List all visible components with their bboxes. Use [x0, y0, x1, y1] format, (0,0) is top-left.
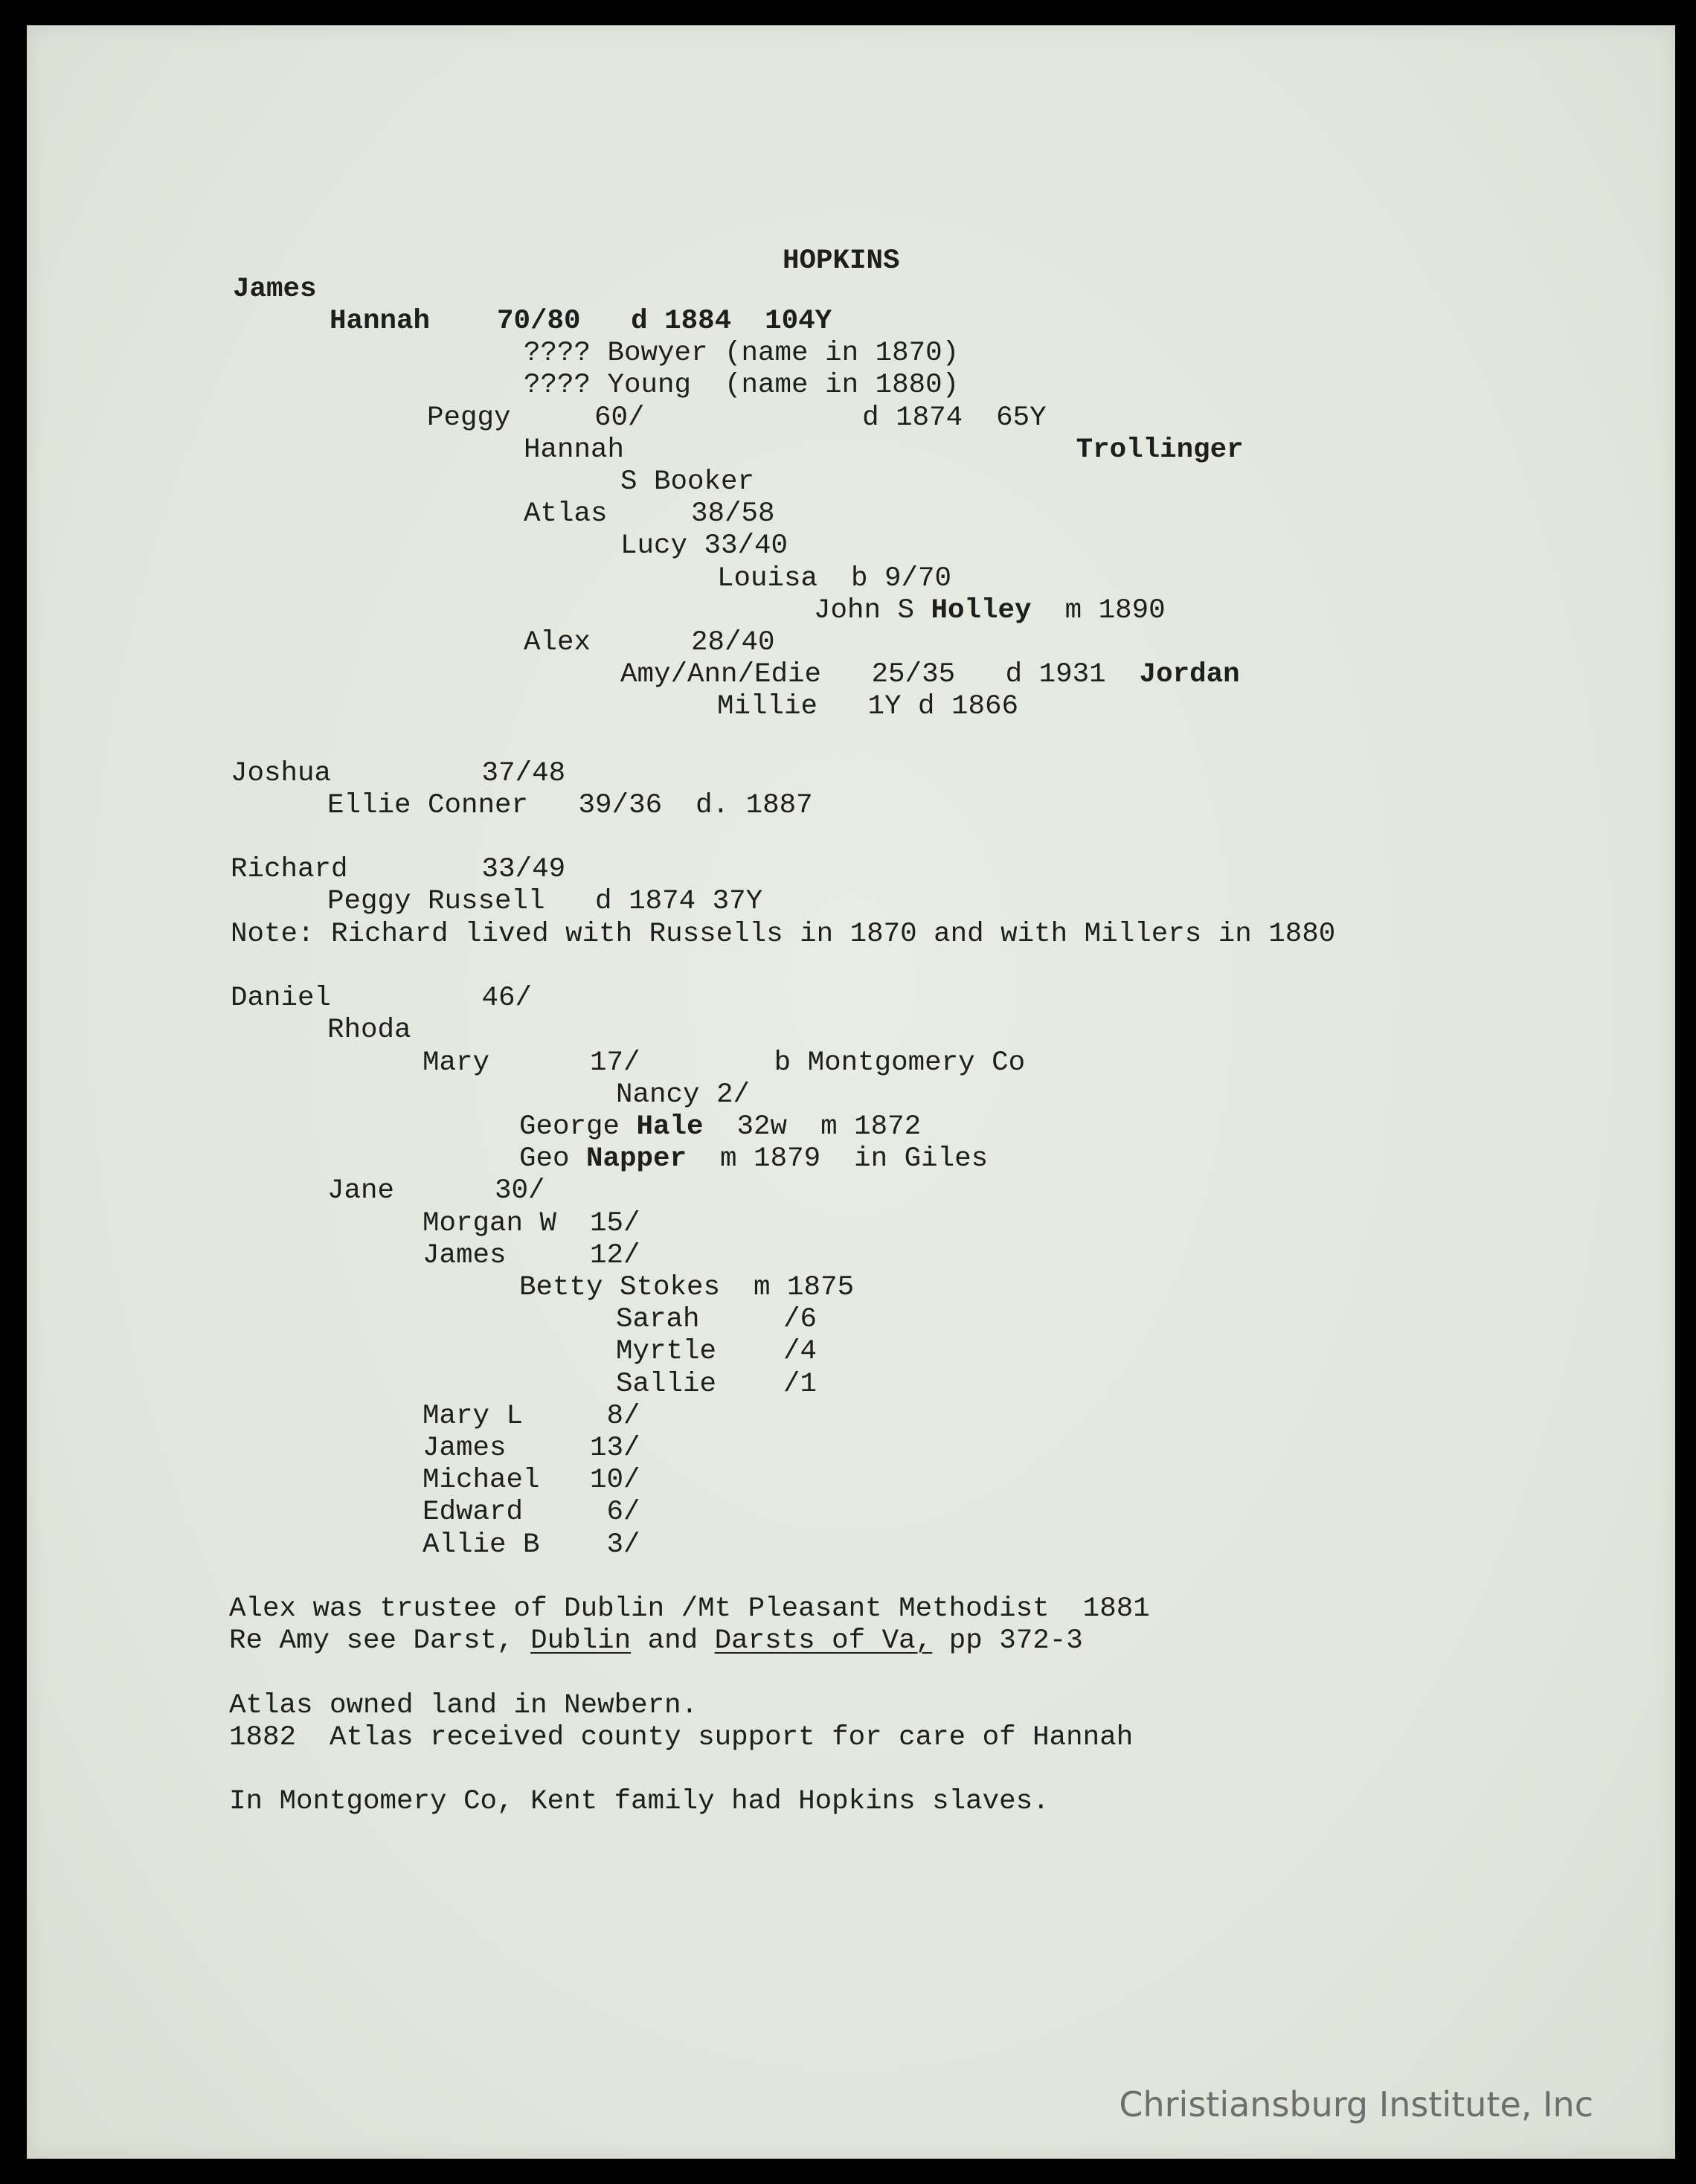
text-line [423, 1047, 1025, 1079]
text-line [519, 1143, 988, 1175]
text-segment: James [233, 274, 317, 305]
text-line [229, 1593, 1150, 1625]
text-line [229, 1625, 1083, 1657]
text-line [231, 983, 532, 1015]
text-line [423, 1465, 640, 1497]
text-segment: In Montgomery Co, Kent family had Hopkins slaves. [229, 1786, 1050, 1817]
text-segment: 32w m 1872 [703, 1111, 922, 1143]
text-segment: Ellie Conner 39/36 d. 1887 [327, 790, 813, 821]
text-segment: Allie B 3/ [423, 1529, 640, 1561]
text-line [616, 1336, 817, 1368]
text-segment: and [631, 1625, 715, 1657]
text-line [616, 1079, 750, 1111]
text-line [231, 758, 565, 790]
text-line [524, 627, 775, 659]
text-segment: S Booker [620, 466, 755, 498]
text-segment: Betty Stokes m 1875 [519, 1272, 855, 1303]
text-line [519, 1111, 921, 1143]
text-segment: Hale [636, 1111, 704, 1143]
text-line [233, 274, 317, 306]
text-segment: Millie 1Y d 1866 [717, 691, 1019, 722]
text-segment: John S [814, 595, 931, 626]
text-line [620, 530, 788, 562]
text-segment: pp 372-3 [932, 1625, 1083, 1657]
text-line [616, 1369, 817, 1401]
text-segment: m 1879 in Giles [687, 1143, 989, 1175]
text-segment: Holley [931, 595, 1032, 626]
text-line [229, 1690, 698, 1722]
text-line [524, 498, 775, 530]
text-segment: Joshua 37/48 [231, 758, 566, 789]
text-segment: Napper [586, 1143, 687, 1175]
text-line [427, 402, 1047, 434]
text-segment: Dublin [530, 1625, 632, 1657]
text-line [524, 338, 959, 370]
text-segment: Jordan [1139, 659, 1240, 690]
text-segment: Atlas owned land in Newbern. [229, 1690, 698, 1721]
document-page [27, 25, 1675, 2159]
text-line [327, 886, 762, 918]
text-line [524, 370, 959, 402]
text-segment: Peggy Russell d 1874 37Y [327, 886, 763, 917]
text-segment: Richard 33/49 [231, 854, 566, 885]
text-line [327, 1175, 545, 1207]
text-line [231, 854, 565, 886]
text-segment: Mary L 8/ [423, 1401, 640, 1432]
text-segment: Michael 10/ [423, 1465, 640, 1496]
text-line [616, 1304, 817, 1336]
text-segment: Mary 17/ b Montgomery Co [423, 1047, 1026, 1079]
text-line [423, 1401, 640, 1433]
text-segment: Edward 6/ [423, 1497, 640, 1528]
text-segment: Geo [519, 1143, 587, 1175]
text-segment: ???? Young (name in 1880) [524, 370, 960, 401]
text-segment: m 1890 [1031, 595, 1166, 626]
text-segment: Peggy 60/ d 1874 65Y [427, 402, 1047, 434]
text-line [423, 1433, 640, 1465]
watermark-text: Christiansburg Institute, Inc [1119, 2084, 1593, 2124]
text-line [519, 1272, 854, 1304]
text-segment: Note: Richard lived with Russells in 1870 and with Millers in 1880 [231, 919, 1336, 950]
text-segment: Hannah [524, 434, 1076, 466]
text-segment: Alex was trustee of Dublin /Mt Pleasant Methodist 1881 [229, 1593, 1150, 1625]
text-line [327, 790, 813, 822]
text-segment: Louisa b 9/70 [717, 563, 952, 594]
text-segment: 1882 Atlas received county support for care of Hannah [229, 1722, 1134, 1753]
text-line [229, 1786, 1050, 1818]
text-segment: James 13/ [423, 1433, 640, 1464]
text-line [717, 691, 1018, 723]
text-line [327, 1015, 411, 1047]
text-line [620, 466, 754, 498]
text-line [423, 1497, 640, 1529]
text-line [620, 659, 1240, 691]
text-line [717, 563, 951, 595]
text-segment: Nancy 2/ [616, 1079, 751, 1111]
document-title: HOPKINS [783, 245, 900, 277]
text-segment: Lucy 33/40 [620, 530, 788, 562]
text-line [229, 1722, 1133, 1754]
text-segment: Sarah /6 [616, 1304, 818, 1335]
text-segment: Darsts of Va, [714, 1625, 933, 1657]
text-line [423, 1529, 640, 1561]
text-segment: Alex 28/40 [524, 627, 775, 658]
text-segment: ???? Bowyer (name in 1870) [524, 338, 960, 369]
text-line [814, 595, 1166, 627]
text-segment: Trollinger [1076, 434, 1244, 466]
text-segment: Hannah 70/80 d 1884 104Y [330, 306, 832, 337]
text-line [423, 1208, 640, 1240]
text-line [231, 919, 1335, 951]
text-segment: Rhoda [327, 1015, 411, 1046]
text-segment: Myrtle /4 [616, 1336, 818, 1367]
text-segment: James 12/ [423, 1240, 640, 1271]
text-segment: Daniel 46/ [231, 983, 533, 1014]
text-segment: Re Amy see Darst, [229, 1625, 531, 1657]
text-line [524, 434, 1244, 466]
text-segment: Sallie /1 [616, 1369, 818, 1400]
text-line [330, 306, 832, 338]
text-segment: George [519, 1111, 637, 1143]
text-segment: Atlas 38/58 [524, 498, 775, 530]
text-segment: Jane 30/ [327, 1175, 545, 1207]
text-segment: Amy/Ann/Edie 25/35 d 1931 [620, 659, 1140, 690]
text-segment: Morgan W 15/ [423, 1208, 640, 1239]
text-line [423, 1240, 640, 1272]
